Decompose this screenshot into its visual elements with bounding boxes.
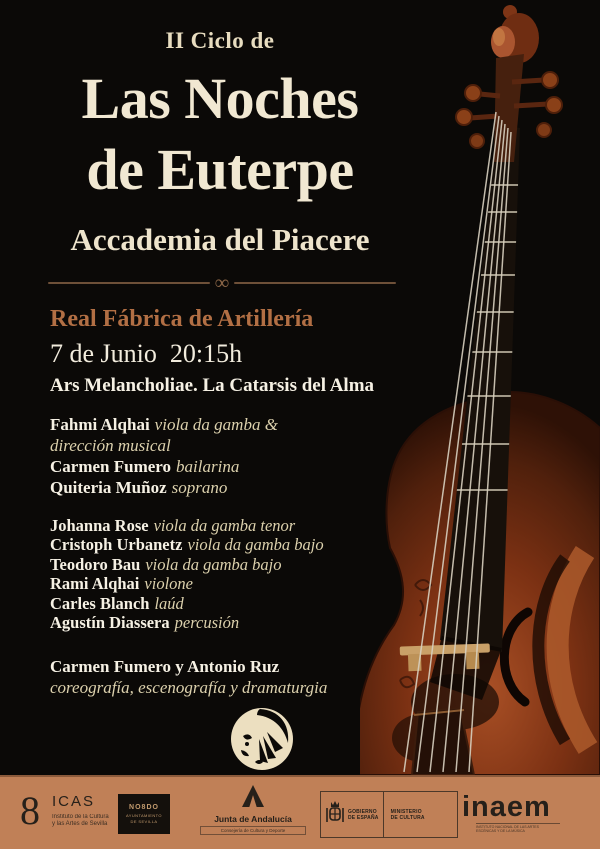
credits-role: coreografía, escenografía y dramaturgia bbox=[50, 678, 328, 697]
performer-name: Cristoph Urbanetz bbox=[50, 535, 183, 555]
icas-caption-line2: y las Artes de Sevilla bbox=[52, 821, 108, 827]
cast-row bbox=[50, 613, 380, 632]
poster-title-line2: de Euterpe bbox=[86, 136, 354, 202]
junta-andalucia-logo bbox=[200, 785, 306, 835]
gobierno-espana-logo bbox=[320, 791, 458, 838]
performer-role: viola da gamba bajo bbox=[145, 554, 282, 574]
divider-rule-right bbox=[234, 282, 396, 284]
icas-8-icon: 8 bbox=[20, 788, 40, 833]
infinity-ornament-icon: ∞ bbox=[214, 272, 230, 294]
performer-name: Carles Blanch bbox=[50, 593, 150, 613]
performer-name: Johanna Rose bbox=[50, 516, 149, 535]
viol-carved-head bbox=[456, 5, 562, 162]
performer-name: Fahmi Alqhai bbox=[50, 415, 150, 434]
ayuntamiento-sevilla-logo bbox=[118, 794, 170, 834]
performer-role: viola da gamba bajo bbox=[187, 535, 324, 555]
event-datetime: 7 de Junio 20:15h bbox=[50, 339, 243, 368]
cast-row bbox=[50, 516, 380, 535]
accademia-del-piacere-logo bbox=[229, 706, 295, 772]
performer-role: percusión bbox=[174, 613, 240, 633]
escudo-espana-icon bbox=[325, 800, 345, 830]
cast-ensemble-list bbox=[50, 516, 380, 632]
performer-role: violone bbox=[144, 574, 193, 594]
performer-role: soprano bbox=[171, 478, 228, 497]
icas-caption bbox=[52, 814, 109, 828]
cast-primary-list bbox=[50, 414, 340, 498]
gobierno-line1: GOBIERNO bbox=[348, 808, 377, 815]
icas-caption-line1: Instituto de la Cultura bbox=[52, 814, 109, 820]
gobierno-text bbox=[348, 809, 379, 821]
sponsor-footer-bar bbox=[0, 775, 600, 849]
cast-row bbox=[50, 555, 380, 574]
junta-name: Junta de Andalucía bbox=[214, 814, 292, 824]
inaem-caption: INSTITUTO NACIONAL DE LAS ARTES ESCÉNICAS Y DE LA MÚSICA bbox=[476, 823, 560, 833]
performer-name: Agustín Diassera bbox=[50, 613, 170, 633]
no8do-emblem: NO8DO bbox=[129, 804, 159, 811]
cast-row bbox=[50, 535, 380, 554]
ayuntamiento-line1: AYUNTAMIENTO bbox=[126, 812, 162, 818]
performer-name: Rami Alqhai bbox=[50, 574, 140, 594]
poster-title-line1: Las Noches bbox=[81, 66, 359, 131]
gobierno-cell bbox=[321, 792, 383, 837]
performer-name: Quiteria Muñoz bbox=[50, 478, 167, 497]
icas-text bbox=[52, 793, 109, 828]
cast-row bbox=[50, 574, 380, 593]
ensemble-name: Accademia del Piacere bbox=[70, 221, 370, 257]
ministerio-line1: MINISTERIO bbox=[390, 808, 422, 815]
program-title: Ars Melancholiae. La Catarsis del Alma bbox=[50, 375, 375, 396]
cast-row bbox=[50, 594, 380, 613]
ministerio-cell bbox=[383, 792, 457, 837]
ayuntamiento-line2: DE SEVILLA bbox=[130, 819, 158, 824]
ornamental-divider bbox=[48, 272, 396, 294]
credits-block bbox=[50, 656, 380, 698]
venue-name: Real Fábrica de Artillería bbox=[50, 306, 314, 332]
inaem-logo bbox=[462, 793, 572, 833]
performer-role: viola da gamba tenor bbox=[153, 516, 296, 535]
cast-row bbox=[50, 414, 340, 456]
ministerio-line2: DE CULTURA bbox=[390, 814, 425, 821]
credits-names: Carmen Fumero y Antonio Ruz bbox=[50, 657, 280, 676]
gobierno-line2: DE ESPAÑA bbox=[348, 814, 379, 821]
junta-a-icon bbox=[242, 785, 264, 807]
performer-name: Carmen Fumero bbox=[50, 457, 172, 476]
inaem-wordmark: inaem bbox=[462, 791, 551, 823]
junta-caption: Consejería de Cultura y Deporte bbox=[200, 826, 306, 835]
performer-name: Teodoro Bau bbox=[50, 554, 141, 574]
cast-row bbox=[50, 477, 340, 498]
performer-role: viola da gamba & dirección musical bbox=[50, 415, 278, 455]
title-block bbox=[0, 28, 440, 258]
divider-rule-left bbox=[48, 282, 210, 284]
icas-logo bbox=[20, 788, 109, 833]
performer-role: bailarina bbox=[176, 457, 240, 476]
performer-role: laúd bbox=[154, 593, 184, 613]
cycle-eyebrow: II Ciclo de bbox=[165, 28, 275, 53]
cast-row bbox=[50, 456, 340, 477]
icas-acronym: ICAS bbox=[52, 793, 96, 810]
ministerio-text bbox=[391, 809, 425, 821]
